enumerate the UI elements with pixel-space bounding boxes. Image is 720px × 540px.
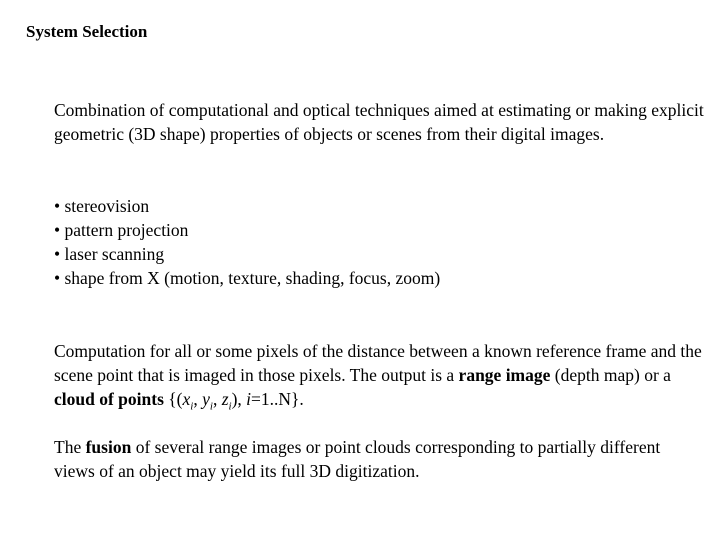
fusion-lead: The [54, 437, 82, 457]
list-item: • stereovision [54, 196, 150, 216]
x-subscript: i [190, 400, 194, 413]
computation-lead: Computation for all or some pixels of the distance between a known reference frame and the scene point that is imaged in those pixels. The output is a [54, 341, 702, 385]
y-variable: y [202, 389, 210, 409]
z-subscript: i [228, 400, 232, 413]
fusion-paragraph [54, 435, 704, 483]
index-variable: i [246, 389, 252, 409]
list-item: • shape from X (motion, texture, shading, focus, zoom) [54, 268, 441, 288]
fusion-rest: of several range images or point clouds corresponding to partially different views of an object may yield its full 3D digitization. [54, 437, 661, 481]
comma-1: , [193, 389, 203, 409]
x-variable: x [182, 389, 191, 409]
set-open: {( [168, 389, 183, 409]
list-item: • laser scanning [54, 244, 165, 264]
definition-paragraph: Combination of computational and optical techniques aimed at estimating or making explicit geometric (3D shape) properties of objects or scenes from their digital images. [54, 100, 704, 144]
fusion-term: fusion [85, 437, 132, 457]
comma-2: , [212, 389, 222, 409]
list-item: • pattern projection [54, 220, 189, 240]
page-title: System Selection [26, 22, 148, 41]
computation-paragraph [54, 339, 704, 411]
range-image-term: range image [458, 365, 551, 385]
z-variable: z [221, 389, 229, 409]
close-paren: ), [231, 389, 247, 409]
computation-middle: (depth map) or a [554, 365, 671, 385]
y-subscript: i [209, 400, 213, 413]
methods-list [54, 194, 704, 290]
range-text: =1..N}. [251, 389, 304, 409]
cloud-of-points-term: cloud of points [54, 389, 164, 409]
